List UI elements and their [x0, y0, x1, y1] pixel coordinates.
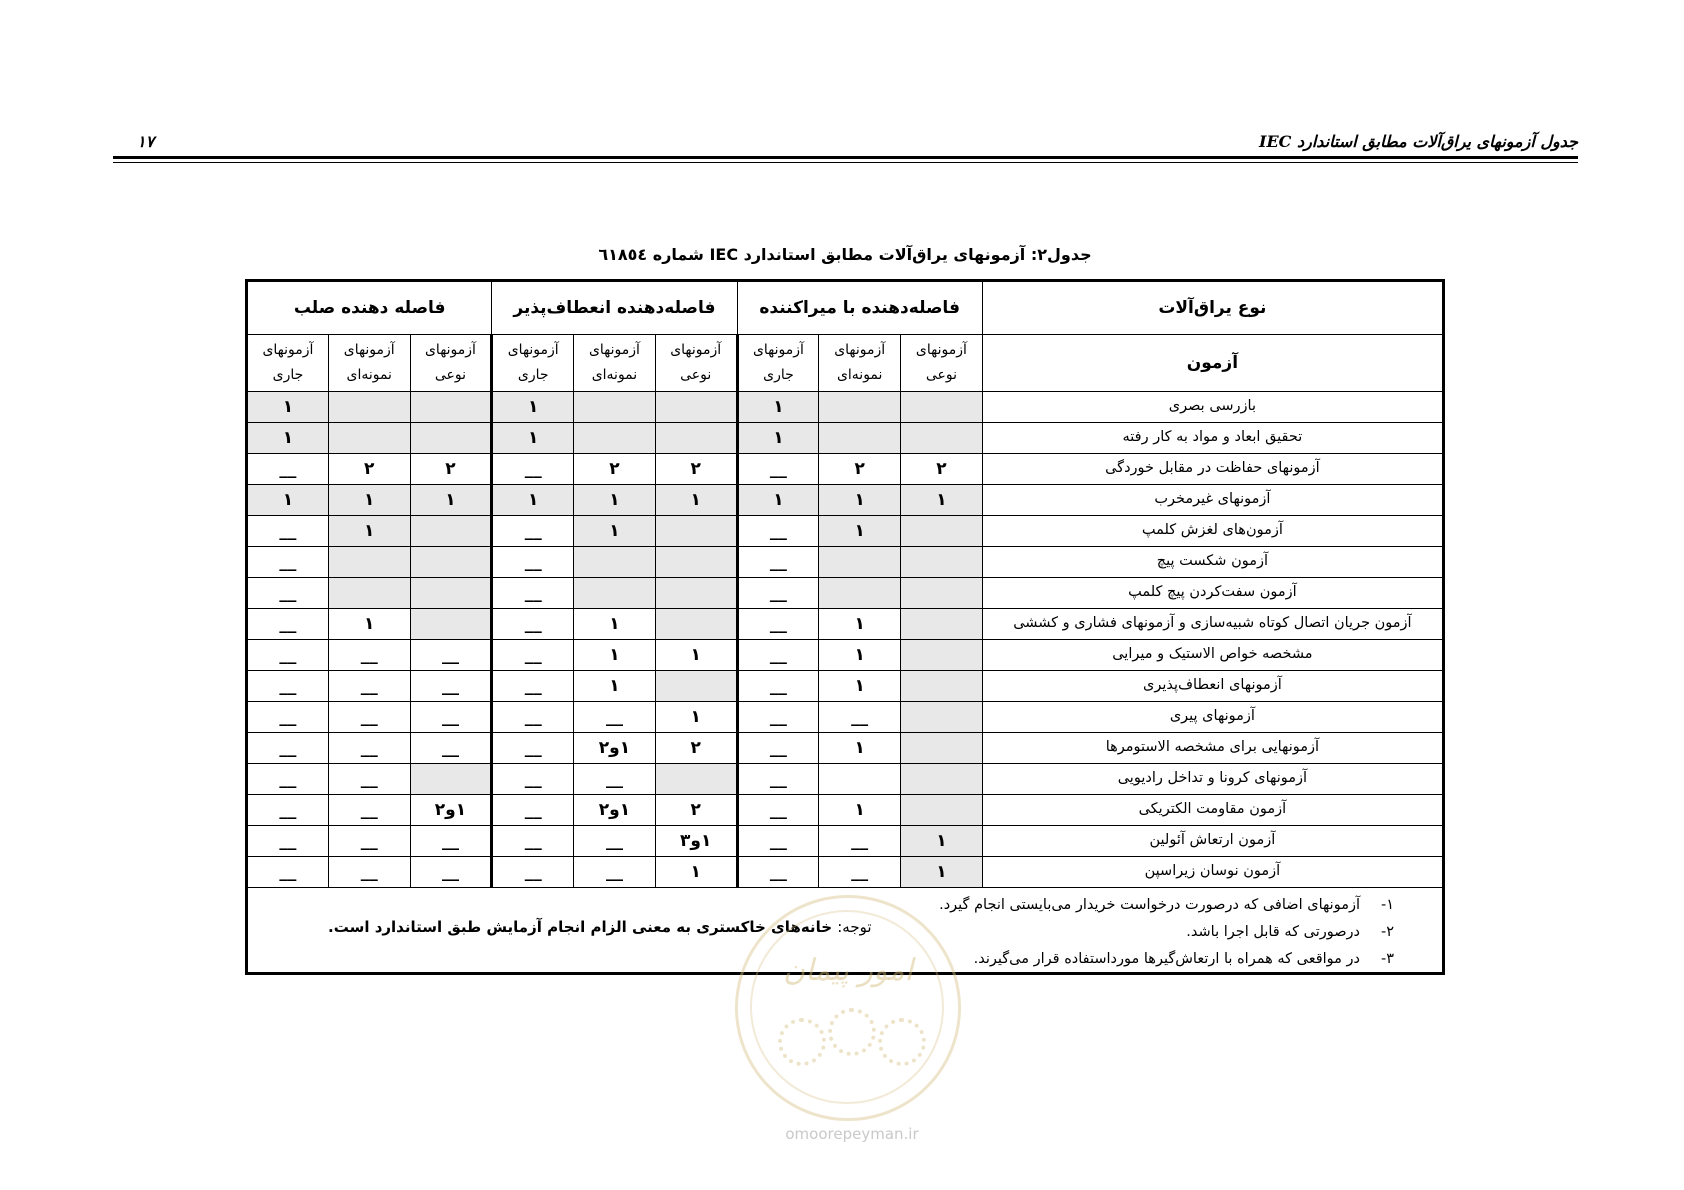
footnote-text: درصورتی که قابل اجرا باشد.	[1186, 924, 1360, 940]
footnote-text: آزمونهای اضافی که درصورت درخواست خریدار می‌بایستی انجام گیرد.	[939, 897, 1360, 913]
table-cell	[901, 609, 983, 640]
subheader-line2: نوعی	[434, 367, 467, 383]
table-cell: __	[819, 702, 901, 733]
table-cell: __	[492, 578, 574, 609]
table-cell: __	[574, 857, 656, 888]
footnote-list	[939, 892, 1394, 973]
table-cell: __	[574, 826, 656, 857]
subheader-line1: آزمونهای	[343, 342, 395, 358]
test-name: آزمونهایی برای مشخصه الاستومرها	[982, 733, 1443, 764]
table-cell: ۲	[819, 454, 901, 485]
table-cell: __	[737, 640, 819, 671]
table-cell: __	[247, 516, 329, 547]
subheader-line1: آزمونهای	[262, 342, 314, 358]
table-cell	[819, 578, 901, 609]
table-cell: ۲	[328, 454, 410, 485]
table-cell: __	[819, 826, 901, 857]
gear-icon	[878, 1018, 926, 1066]
watermark-site: omoorepeyman.ir	[785, 1125, 919, 1143]
table-cell: ۱	[492, 423, 574, 454]
subheader-cell	[492, 335, 574, 392]
test-name: آزمونهای انعطاف‌پذیری	[982, 671, 1443, 702]
test-name: آزمونهای پیری	[982, 702, 1443, 733]
table-cell	[655, 392, 737, 423]
table-cell: __	[492, 671, 574, 702]
table-cell	[901, 671, 983, 702]
table-cell	[328, 578, 410, 609]
table-cell: __	[247, 795, 329, 826]
table-row	[247, 702, 1444, 733]
subheader-line1: آزمونهای	[507, 342, 559, 358]
table-cell: __	[737, 733, 819, 764]
table-row	[247, 392, 1444, 423]
subheader-cell	[574, 335, 656, 392]
table-cell	[655, 423, 737, 454]
table-cell: ۱	[737, 392, 819, 423]
table-cell: __	[492, 733, 574, 764]
table-row	[247, 454, 1444, 485]
test-name: آزمون شکست پیچ	[982, 547, 1443, 578]
subheader-line2: نمونه‌ای	[836, 367, 883, 383]
table-cell: __	[247, 578, 329, 609]
subheader-cell	[247, 335, 329, 392]
table-cell	[819, 764, 901, 795]
subheader-cell	[655, 335, 737, 392]
table-cell: __	[410, 826, 492, 857]
table-cell: ۱	[574, 640, 656, 671]
table-cell	[901, 764, 983, 795]
table-cell	[410, 516, 492, 547]
table-cell: __	[492, 795, 574, 826]
table-cell: __	[492, 454, 574, 485]
table-cell: ۱	[574, 609, 656, 640]
table-row	[247, 547, 1444, 578]
table-cell: __	[737, 826, 819, 857]
subheader-line1: آزمونهای	[670, 342, 722, 358]
table-cell: ۱	[328, 516, 410, 547]
table-cell	[410, 392, 492, 423]
subheader-line2: جاری	[272, 367, 304, 383]
table-cell	[655, 516, 737, 547]
table-cell: __	[410, 671, 492, 702]
table-row	[247, 671, 1444, 702]
table-cell: ۱	[737, 485, 819, 516]
test-name: آزمون سفت‌کردن پیچ کلمپ	[982, 578, 1443, 609]
table-cell: ۱	[492, 485, 574, 516]
table-cell	[819, 423, 901, 454]
table-cell: ۱	[737, 423, 819, 454]
table-cell: __	[247, 671, 329, 702]
table-cell: ۲	[655, 733, 737, 764]
table-row	[247, 795, 1444, 826]
table-cell: ۱	[901, 826, 983, 857]
table-row	[247, 485, 1444, 516]
table-cell	[819, 392, 901, 423]
gear-icon	[828, 1008, 876, 1056]
table-cell: __	[492, 702, 574, 733]
subheader-line1: آزمونهای	[588, 342, 640, 358]
table-cell: ۱و۲	[574, 795, 656, 826]
test-name: آزمون‌های لغزش کلمپ	[982, 516, 1443, 547]
table-cell	[901, 547, 983, 578]
table-cell: ۱	[819, 516, 901, 547]
subheader-line2: نوعی	[925, 367, 957, 383]
subheader-cell	[410, 335, 492, 392]
subheader-line1: آزمونهای	[834, 342, 886, 358]
table-cell: ۱	[819, 733, 901, 764]
table-cell: __	[247, 764, 329, 795]
group-header-damping: فاصله‌دهنده با میراکننده	[737, 281, 982, 335]
table-cell: __	[328, 671, 410, 702]
table-cell: __	[247, 609, 329, 640]
table-cell: __	[737, 857, 819, 888]
table-cell: ۲	[655, 795, 737, 826]
test-name: آزمونهای غیرمخرب	[982, 485, 1443, 516]
page-number: ۱۷	[137, 132, 155, 151]
table-cell	[901, 516, 983, 547]
table-cell	[410, 547, 492, 578]
table-cell: ۱	[247, 485, 329, 516]
table-cell: __	[574, 764, 656, 795]
table-cell: __	[737, 547, 819, 578]
subheader-line2: نمونه‌ای	[346, 367, 392, 383]
table-cell: __	[492, 764, 574, 795]
table-cell: ۱و۲	[410, 795, 492, 826]
table-cell: __	[247, 857, 329, 888]
table-cell: __	[492, 826, 574, 857]
table-cell	[574, 547, 656, 578]
table-cell: ۲	[410, 454, 492, 485]
table-cell: ۱	[819, 485, 901, 516]
subheader-line2: جاری	[517, 367, 549, 383]
table-cell: __	[410, 640, 492, 671]
footnote-number: ۱-	[1380, 897, 1394, 913]
note-label: توجه:	[837, 918, 872, 936]
table-cell: __	[492, 609, 574, 640]
table-cell: ۱	[901, 857, 983, 888]
table-row	[247, 857, 1444, 888]
table-cell	[901, 423, 983, 454]
table-cell	[655, 578, 737, 609]
table-cell: __	[819, 857, 901, 888]
table-caption: جدول۲: آزمونهای یراق‌آلات مطابق استاندارد IEC شماره ٦١٨٥٤	[598, 245, 1092, 264]
table-cell: __	[247, 826, 329, 857]
table-cell: __	[247, 702, 329, 733]
header-title: جدول آزمونهای یراق‌آلات مطابق استاندارد IEC	[1259, 132, 1578, 151]
table-cell: ۱و۲	[574, 733, 656, 764]
test-name: مشخصه خواص الاستیک و میرایی	[982, 640, 1443, 671]
table-cell	[655, 609, 737, 640]
table-cell: ۱	[328, 485, 410, 516]
table-cell	[410, 423, 492, 454]
table-cell: ۱و۳	[655, 826, 737, 857]
table-cell: __	[492, 516, 574, 547]
table-row	[247, 764, 1444, 795]
table-cell: ۱	[574, 485, 656, 516]
footnote-number: ۲-	[1380, 924, 1394, 940]
table-cell: __	[328, 733, 410, 764]
table-cell: __	[410, 702, 492, 733]
subheader-line2: نمونه‌ای	[591, 367, 638, 383]
subheader-cell	[901, 335, 983, 392]
table-cell: __	[737, 671, 819, 702]
footnote-item	[939, 919, 1394, 946]
test-name: بازرسی بصری	[982, 392, 1443, 423]
table-cell	[328, 392, 410, 423]
table-row	[247, 578, 1444, 609]
table-row	[247, 423, 1444, 454]
table-cell: ۱	[574, 671, 656, 702]
table-cell: __	[410, 857, 492, 888]
group-header-rigid: فاصله دهنده صلب	[247, 281, 492, 335]
footnote-item	[939, 892, 1394, 919]
table-cell: __	[328, 826, 410, 857]
table-cell: __	[328, 795, 410, 826]
subheader-line2: نوعی	[680, 367, 712, 383]
table-cell	[410, 578, 492, 609]
test-name: آزمونهای حفاظت در مقابل خوردگی	[982, 454, 1443, 485]
table-cell: __	[737, 454, 819, 485]
table-cell: __	[492, 640, 574, 671]
table-cell	[410, 764, 492, 795]
table-cell: ۲	[901, 454, 983, 485]
table-cell: ۲	[574, 454, 656, 485]
table-cell: __	[737, 609, 819, 640]
test-name: آزمون مقاومت الکتریکی	[982, 795, 1443, 826]
table-cell	[901, 392, 983, 423]
test-name: آزمون جریان اتصال کوتاه شبیه‌سازی و آزمونهای فشاری و کششی	[982, 609, 1443, 640]
table-cell: __	[328, 702, 410, 733]
gear-icon	[778, 1018, 826, 1066]
table-cell: ۲	[655, 454, 737, 485]
table-cell: __	[737, 795, 819, 826]
table-row	[247, 516, 1444, 547]
table-cell	[901, 640, 983, 671]
table-cell: __	[247, 547, 329, 578]
table-row	[247, 826, 1444, 857]
table-cell	[901, 795, 983, 826]
table-cell: ۱	[819, 640, 901, 671]
table-cell: ۱	[655, 640, 737, 671]
table-cell: ۱	[574, 516, 656, 547]
tests-table	[245, 279, 1445, 975]
table-cell	[328, 547, 410, 578]
table-row	[247, 733, 1444, 764]
table-cell: __	[328, 640, 410, 671]
table-cell: __	[737, 516, 819, 547]
table-row	[247, 609, 1444, 640]
footnote-item	[939, 946, 1394, 973]
subheader-cell	[328, 335, 410, 392]
type-header: نوع یراق‌آلات	[982, 281, 1443, 335]
table-cell: __	[247, 733, 329, 764]
test-header: آزمون	[982, 335, 1443, 392]
table-cell: __	[247, 640, 329, 671]
table-cell: ۱	[901, 485, 983, 516]
subheader-line1: آزمونهای	[915, 342, 967, 358]
table-row	[247, 640, 1444, 671]
table-cell	[655, 547, 737, 578]
table-cell: __	[737, 702, 819, 733]
table-cell: ۱	[247, 392, 329, 423]
table-cell: __	[492, 547, 574, 578]
subheader-cell	[737, 335, 819, 392]
table-cell: __	[737, 578, 819, 609]
subheader-line1: آزمونهای	[752, 342, 804, 358]
subheader-cell	[819, 335, 901, 392]
table-cell: ۱	[328, 609, 410, 640]
table-cell: __	[737, 764, 819, 795]
table-cell: ۱	[655, 857, 737, 888]
table-cell	[655, 764, 737, 795]
subheader-line1: آزمونهای	[424, 342, 476, 358]
table-cell: __	[492, 857, 574, 888]
test-name: تحقیق ابعاد و مواد به کار رفته	[982, 423, 1443, 454]
table-cell	[328, 423, 410, 454]
table-cell: ۱	[247, 423, 329, 454]
group-header-flexible: فاصله‌دهنده انعطاف‌پذیر	[492, 281, 737, 335]
table-cell	[901, 702, 983, 733]
table-cell	[574, 392, 656, 423]
table-cell: ۱	[655, 485, 737, 516]
table-cell	[901, 578, 983, 609]
table-cell	[901, 733, 983, 764]
table-cell: __	[328, 764, 410, 795]
table-cell: ۱	[819, 609, 901, 640]
table-cell	[655, 671, 737, 702]
test-name: آزمونهای کرونا و تداخل رادیویی	[982, 764, 1443, 795]
seal-text: امور پیمان	[783, 953, 913, 988]
footnote-text: در مواقعی که همراه با ارتعاش‌گیرها مورداستفاده قرار می‌گیرند.	[973, 951, 1360, 967]
header-rule-thick	[113, 156, 1578, 159]
footnote-number: ۳-	[1380, 951, 1394, 967]
note-text: خانه‌های خاکستری به معنی الزام انجام آزمایش طبق استاندارد است.	[328, 918, 833, 936]
table-cell: ۱	[819, 795, 901, 826]
table-cell	[574, 578, 656, 609]
table-cell	[819, 547, 901, 578]
table-cell: __	[410, 733, 492, 764]
watermark-seal	[735, 895, 961, 1121]
table-cell	[410, 609, 492, 640]
subheader-line2: جاری	[763, 367, 794, 383]
table-cell: __	[247, 454, 329, 485]
table-cell: ۱	[492, 392, 574, 423]
table-cell	[574, 423, 656, 454]
test-name: آزمون ارتعاش آئولین	[982, 826, 1443, 857]
seal-ring	[750, 910, 944, 1104]
test-name: آزمون نوسان زیراسپن	[982, 857, 1443, 888]
table-cell: __	[574, 702, 656, 733]
header-rule-thin	[113, 162, 1578, 163]
table-cell: __	[328, 857, 410, 888]
table-cell: ۱	[819, 671, 901, 702]
table-cell: ۱	[410, 485, 492, 516]
page-header	[113, 130, 1578, 158]
table-cell: ۱	[655, 702, 737, 733]
